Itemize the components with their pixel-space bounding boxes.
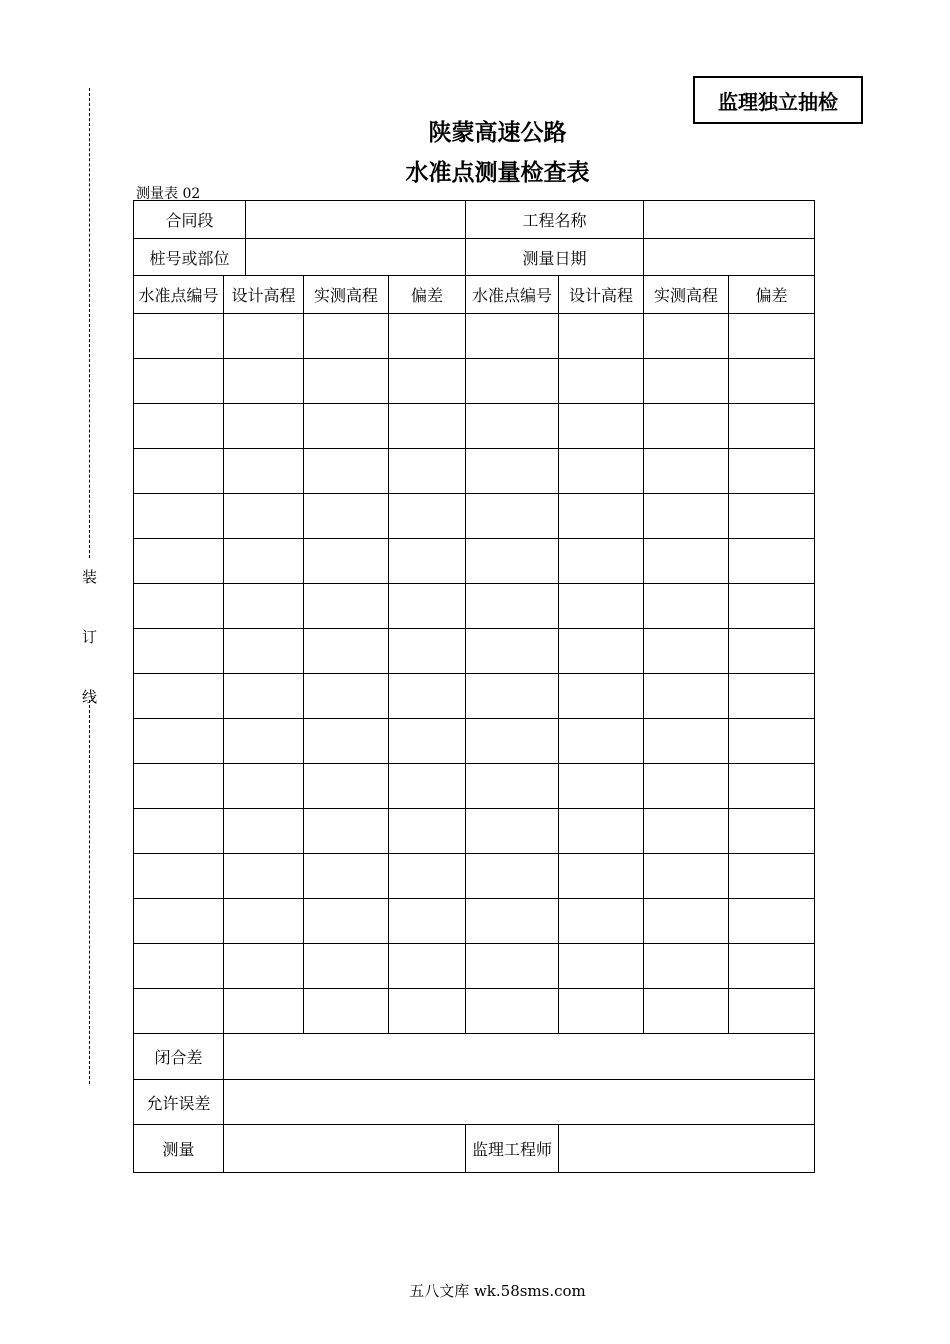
table-cell[interactable] bbox=[559, 359, 644, 404]
page-title: 陕蒙高速公路 bbox=[428, 120, 567, 146]
table-cell[interactable] bbox=[224, 719, 304, 764]
table-cell[interactable] bbox=[224, 584, 304, 629]
station-value[interactable] bbox=[246, 239, 466, 276]
table-cell[interactable] bbox=[644, 314, 729, 359]
table-cell[interactable] bbox=[466, 584, 559, 629]
station-label: 桩号或部位 bbox=[134, 239, 246, 276]
binding-char-1: 装 bbox=[82, 568, 98, 586]
table-cell[interactable] bbox=[559, 719, 644, 764]
table-cell[interactable] bbox=[224, 314, 304, 359]
table-cell[interactable] bbox=[729, 584, 815, 629]
table-cell[interactable] bbox=[134, 854, 224, 899]
column-header-row bbox=[134, 276, 815, 314]
table-cell[interactable] bbox=[466, 404, 559, 449]
table-cell[interactable] bbox=[644, 674, 729, 719]
table-cell[interactable] bbox=[304, 944, 389, 989]
table-cell[interactable] bbox=[466, 854, 559, 899]
table-cell[interactable] bbox=[304, 719, 389, 764]
table-cell[interactable] bbox=[304, 494, 389, 539]
table-cell[interactable] bbox=[224, 674, 304, 719]
table-cell[interactable] bbox=[559, 854, 644, 899]
table-cell[interactable] bbox=[466, 764, 559, 809]
table-cell[interactable] bbox=[224, 629, 304, 674]
table-cell[interactable] bbox=[304, 809, 389, 854]
table-cell[interactable] bbox=[729, 989, 815, 1034]
table-cell[interactable] bbox=[466, 494, 559, 539]
table-cell[interactable] bbox=[304, 764, 389, 809]
survey-table bbox=[133, 200, 815, 1173]
supervisor-label: 监理工程师 bbox=[466, 1125, 559, 1173]
table-row bbox=[134, 404, 815, 449]
table-row bbox=[134, 629, 815, 674]
independent-check-stamp: 监理独立抽检 bbox=[693, 76, 863, 124]
table-cell[interactable] bbox=[304, 899, 389, 944]
table-cell[interactable] bbox=[389, 584, 466, 629]
table-cell[interactable] bbox=[389, 359, 466, 404]
table-cell[interactable] bbox=[304, 539, 389, 584]
table-cell[interactable] bbox=[389, 764, 466, 809]
project-name-label: 工程名称 bbox=[466, 201, 644, 239]
table-cell[interactable] bbox=[389, 404, 466, 449]
col-header-measured-elevation-2: 实测高程 bbox=[644, 276, 729, 314]
table-cell[interactable] bbox=[134, 944, 224, 989]
table-cell[interactable] bbox=[134, 719, 224, 764]
col-header-deviation: 偏差 bbox=[389, 276, 466, 314]
table-cell[interactable] bbox=[644, 899, 729, 944]
table-cell[interactable] bbox=[389, 629, 466, 674]
table-row bbox=[134, 764, 815, 809]
table-cell[interactable] bbox=[466, 314, 559, 359]
tolerance-row bbox=[134, 1080, 815, 1125]
binding-char-2: 订 bbox=[82, 628, 98, 646]
table-cell[interactable] bbox=[644, 539, 729, 584]
table-cell[interactable] bbox=[466, 944, 559, 989]
col-header-point-no-2: 水准点编号 bbox=[466, 276, 559, 314]
table-row bbox=[134, 359, 815, 404]
survey-date-label: 测量日期 bbox=[466, 239, 644, 276]
binding-char-3: 线 bbox=[82, 688, 98, 706]
table-cell[interactable] bbox=[389, 854, 466, 899]
header-row-1 bbox=[134, 201, 815, 239]
table-cell[interactable] bbox=[559, 494, 644, 539]
table-cell[interactable] bbox=[559, 584, 644, 629]
table-cell[interactable] bbox=[134, 494, 224, 539]
tolerance-label: 允许误差 bbox=[134, 1080, 224, 1125]
table-cell[interactable] bbox=[644, 584, 729, 629]
table-cell[interactable] bbox=[644, 359, 729, 404]
table-row bbox=[134, 989, 815, 1034]
table-cell[interactable] bbox=[729, 359, 815, 404]
table-row bbox=[134, 719, 815, 764]
table-cell[interactable] bbox=[729, 809, 815, 854]
binding-line-bottom bbox=[89, 700, 90, 1084]
table-cell[interactable] bbox=[304, 404, 389, 449]
table-cell[interactable] bbox=[304, 629, 389, 674]
table-cell[interactable] bbox=[224, 809, 304, 854]
header-row-2 bbox=[134, 239, 815, 276]
table-cell[interactable] bbox=[559, 764, 644, 809]
table-cell[interactable] bbox=[559, 899, 644, 944]
table-cell[interactable] bbox=[466, 629, 559, 674]
table-cell[interactable] bbox=[559, 674, 644, 719]
table-cell[interactable] bbox=[304, 674, 389, 719]
table-cell[interactable] bbox=[729, 674, 815, 719]
table-cell[interactable] bbox=[644, 629, 729, 674]
table-cell[interactable] bbox=[134, 674, 224, 719]
signature-row bbox=[134, 1125, 815, 1173]
table-cell[interactable] bbox=[304, 359, 389, 404]
table-cell[interactable] bbox=[644, 809, 729, 854]
table-cell[interactable] bbox=[304, 854, 389, 899]
col-header-deviation-2: 偏差 bbox=[729, 276, 815, 314]
table-cell[interactable] bbox=[644, 989, 729, 1034]
footer-watermark: 五八文库 wk.58sms.com bbox=[409, 1282, 586, 1300]
table-cell[interactable] bbox=[729, 854, 815, 899]
table-cell[interactable] bbox=[304, 584, 389, 629]
table-cell[interactable] bbox=[134, 314, 224, 359]
table-cell[interactable] bbox=[559, 539, 644, 584]
form-id: 测量表 02 bbox=[136, 186, 201, 202]
table-cell[interactable] bbox=[134, 989, 224, 1034]
surveyor-value[interactable] bbox=[224, 1125, 466, 1173]
table-cell[interactable] bbox=[466, 539, 559, 584]
col-header-design-elevation-2: 设计高程 bbox=[559, 276, 644, 314]
table-cell[interactable] bbox=[224, 854, 304, 899]
contract-label: 合同段 bbox=[134, 201, 246, 239]
table-cell[interactable] bbox=[466, 809, 559, 854]
table-cell[interactable] bbox=[466, 989, 559, 1034]
table-cell[interactable] bbox=[644, 449, 729, 494]
table-row bbox=[134, 449, 815, 494]
survey-date-value[interactable] bbox=[644, 239, 815, 276]
table-cell[interactable] bbox=[389, 674, 466, 719]
table-cell[interactable] bbox=[224, 449, 304, 494]
closure-value[interactable] bbox=[224, 1034, 815, 1080]
table-cell[interactable] bbox=[389, 449, 466, 494]
table-cell[interactable] bbox=[134, 359, 224, 404]
table-cell[interactable] bbox=[389, 314, 466, 359]
table-cell[interactable] bbox=[466, 359, 559, 404]
closure-label: 闭合差 bbox=[134, 1034, 224, 1080]
surveyor-label: 测量 bbox=[134, 1125, 224, 1173]
table-cell[interactable] bbox=[389, 719, 466, 764]
table-row bbox=[134, 539, 815, 584]
table-cell[interactable] bbox=[466, 674, 559, 719]
table-cell[interactable] bbox=[224, 539, 304, 584]
tolerance-value[interactable] bbox=[224, 1080, 815, 1125]
table-cell[interactable] bbox=[466, 719, 559, 764]
table-row bbox=[134, 584, 815, 629]
table-row bbox=[134, 899, 815, 944]
table-cell[interactable] bbox=[559, 314, 644, 359]
col-header-design-elevation: 设计高程 bbox=[224, 276, 304, 314]
table-cell[interactable] bbox=[389, 899, 466, 944]
table-cell[interactable] bbox=[729, 629, 815, 674]
table-cell[interactable] bbox=[134, 764, 224, 809]
table-cell[interactable] bbox=[644, 854, 729, 899]
table-cell[interactable] bbox=[729, 404, 815, 449]
table-row bbox=[134, 674, 815, 719]
table-cell[interactable] bbox=[134, 584, 224, 629]
table-cell[interactable] bbox=[224, 764, 304, 809]
table-cell[interactable] bbox=[134, 449, 224, 494]
table-cell[interactable] bbox=[644, 944, 729, 989]
col-header-point-no: 水准点编号 bbox=[134, 276, 224, 314]
table-row bbox=[134, 494, 815, 539]
table-cell[interactable] bbox=[134, 899, 224, 944]
table-row bbox=[134, 809, 815, 854]
table-cell[interactable] bbox=[224, 359, 304, 404]
table-cell[interactable] bbox=[389, 989, 466, 1034]
table-cell[interactable] bbox=[729, 449, 815, 494]
contract-value[interactable] bbox=[246, 201, 466, 239]
table-cell[interactable] bbox=[729, 944, 815, 989]
table-cell[interactable] bbox=[644, 494, 729, 539]
table-cell[interactable] bbox=[644, 404, 729, 449]
table-cell[interactable] bbox=[729, 494, 815, 539]
table-cell[interactable] bbox=[134, 629, 224, 674]
page-subtitle: 水准点测量检查表 bbox=[405, 160, 590, 186]
table-cell[interactable] bbox=[729, 539, 815, 584]
table-cell[interactable] bbox=[559, 944, 644, 989]
table-cell[interactable] bbox=[134, 809, 224, 854]
table-cell[interactable] bbox=[304, 314, 389, 359]
table-row bbox=[134, 854, 815, 899]
table-cell[interactable] bbox=[729, 314, 815, 359]
table-cell[interactable] bbox=[644, 764, 729, 809]
table-cell[interactable] bbox=[389, 944, 466, 989]
table-row bbox=[134, 314, 815, 359]
table-cell[interactable] bbox=[304, 449, 389, 494]
table-cell[interactable] bbox=[224, 404, 304, 449]
table-cell[interactable] bbox=[559, 404, 644, 449]
table-cell[interactable] bbox=[559, 449, 644, 494]
col-header-measured-elevation: 实测高程 bbox=[304, 276, 389, 314]
table-cell[interactable] bbox=[466, 899, 559, 944]
table-cell[interactable] bbox=[389, 539, 466, 584]
closure-row bbox=[134, 1034, 815, 1080]
table-cell[interactable] bbox=[224, 944, 304, 989]
table-cell[interactable] bbox=[559, 809, 644, 854]
table-cell[interactable] bbox=[389, 809, 466, 854]
table-cell[interactable] bbox=[134, 404, 224, 449]
table-row bbox=[134, 944, 815, 989]
table-cell[interactable] bbox=[729, 899, 815, 944]
table-cell[interactable] bbox=[729, 719, 815, 764]
table-cell[interactable] bbox=[466, 449, 559, 494]
table-cell[interactable] bbox=[304, 989, 389, 1034]
table-cell[interactable] bbox=[389, 494, 466, 539]
supervisor-value[interactable] bbox=[559, 1125, 815, 1173]
table-cell[interactable] bbox=[559, 629, 644, 674]
table-cell[interactable] bbox=[134, 539, 224, 584]
table-cell[interactable] bbox=[729, 764, 815, 809]
table-cell[interactable] bbox=[224, 494, 304, 539]
table-cell[interactable] bbox=[644, 719, 729, 764]
project-name-value[interactable] bbox=[644, 201, 815, 239]
table-cell[interactable] bbox=[224, 989, 304, 1034]
table-cell[interactable] bbox=[559, 989, 644, 1034]
table-cell[interactable] bbox=[224, 899, 304, 944]
